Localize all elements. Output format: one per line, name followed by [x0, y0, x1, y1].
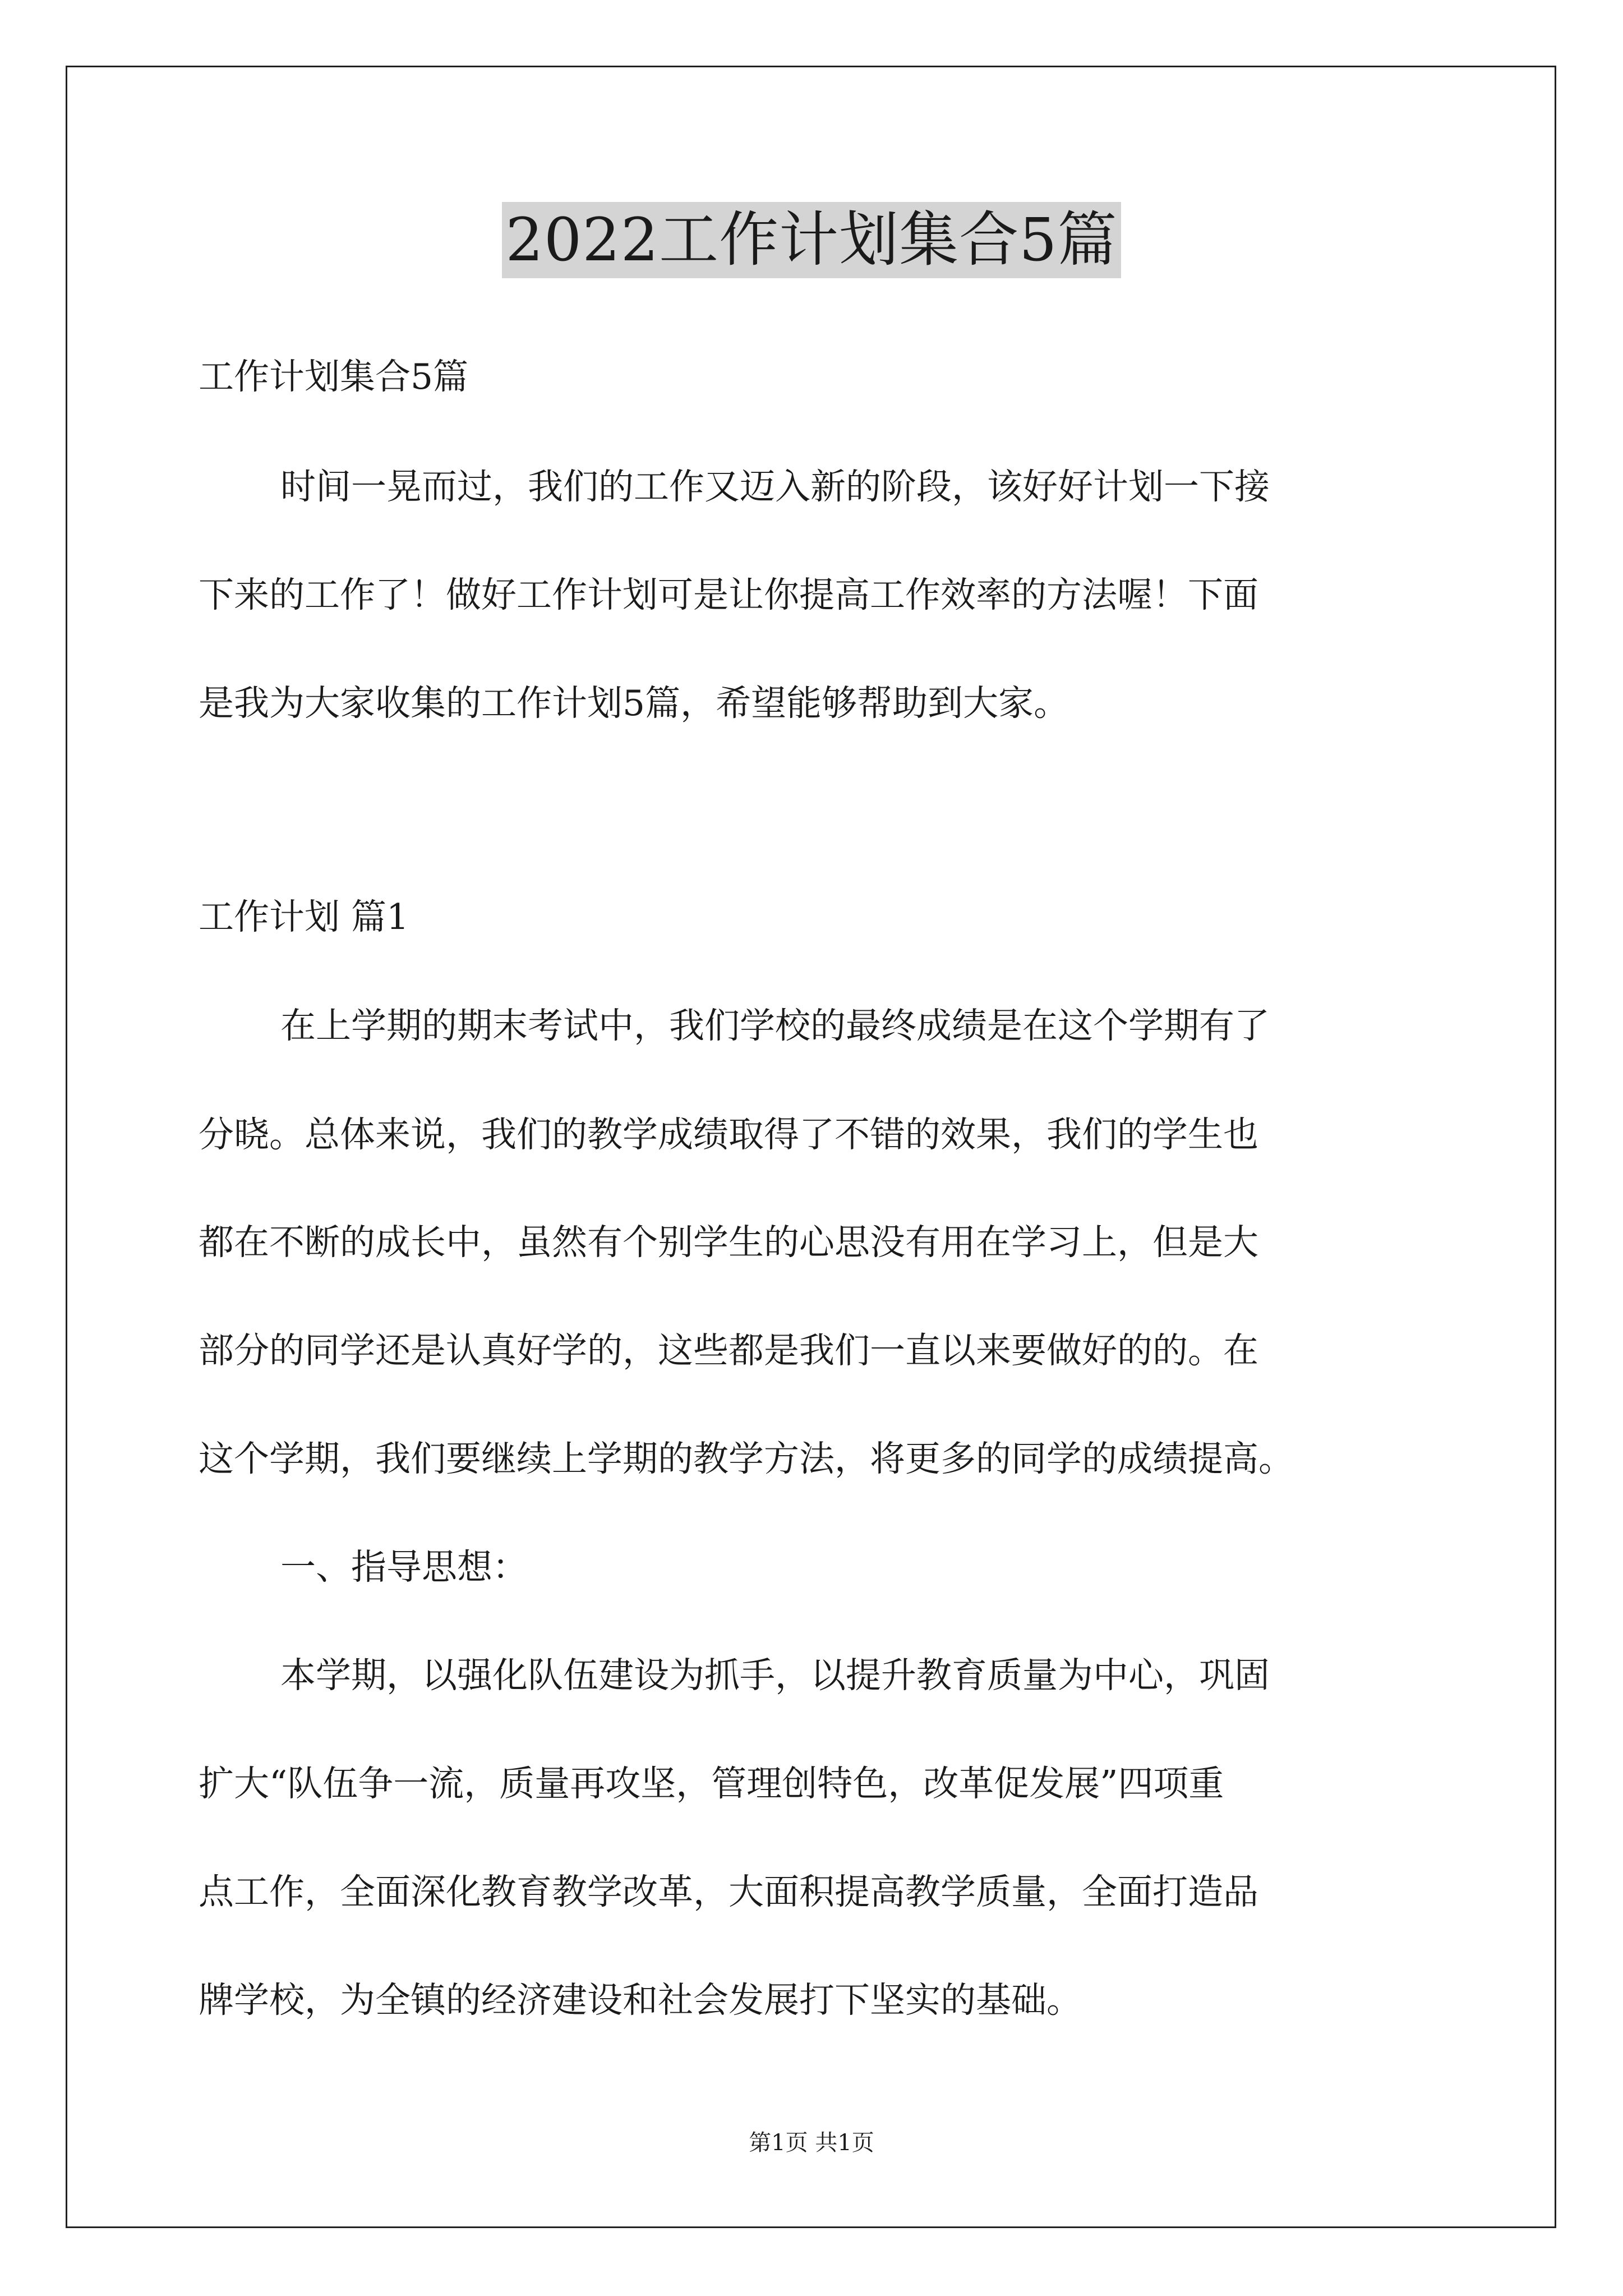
guideline-heading: 一、指导思想： [280, 1547, 528, 1588]
intro-line: 时间一晃而过，我们的工作又迈入新的阶段，该好好计划一下接 [280, 466, 1270, 507]
section-line: 在上学期的期末考试中，我们学校的最终成绩是在这个学期有了 [280, 1005, 1270, 1046]
section-line: 部分的同学还是认真好学的，这些都是我们一直以来要做好的的。在 [199, 1330, 1258, 1371]
page-footer: 第1页 共1页 [749, 2130, 874, 2156]
subtitle: 工作计划集合5篇 [199, 356, 469, 397]
intro-line: 下来的工作了！做好工作计划可是让你提高工作效率的方法喔！下面 [199, 574, 1258, 615]
section-line: 都在不断的成长中，虽然有个别学生的心思没有用在学习上，但是大 [199, 1222, 1258, 1263]
guideline-line: 扩大“队伍争一流，质量再攻坚，管理创特色，改革促发展”四项重 [199, 1763, 1224, 1804]
document-title: 2022工作计划集合5篇 [502, 202, 1121, 278]
section-line: 分晓。总体来说，我们的教学成绩取得了不错的效果，我们的学生也 [199, 1114, 1258, 1155]
section-heading: 工作计划 篇1 [199, 896, 409, 937]
guideline-line: 牌学校，为全镇的经济建设和社会发展打下坚实的基础。 [199, 1980, 1082, 2021]
guideline-line: 点工作，全面深化教育教学改革，大面积提高教学质量，全面打造品 [199, 1871, 1258, 1912]
intro-line: 是我为大家收集的工作计划5篇，希望能够帮助到大家。 [199, 683, 1069, 724]
guideline-line: 本学期，以强化队伍建设为抓手，以提升教育质量为中心，巩固 [280, 1655, 1270, 1696]
section-line: 这个学期，我们要继续上学期的教学方法，将更多的同学的成绩提高。 [199, 1438, 1294, 1479]
title-container [0, 202, 1623, 278]
